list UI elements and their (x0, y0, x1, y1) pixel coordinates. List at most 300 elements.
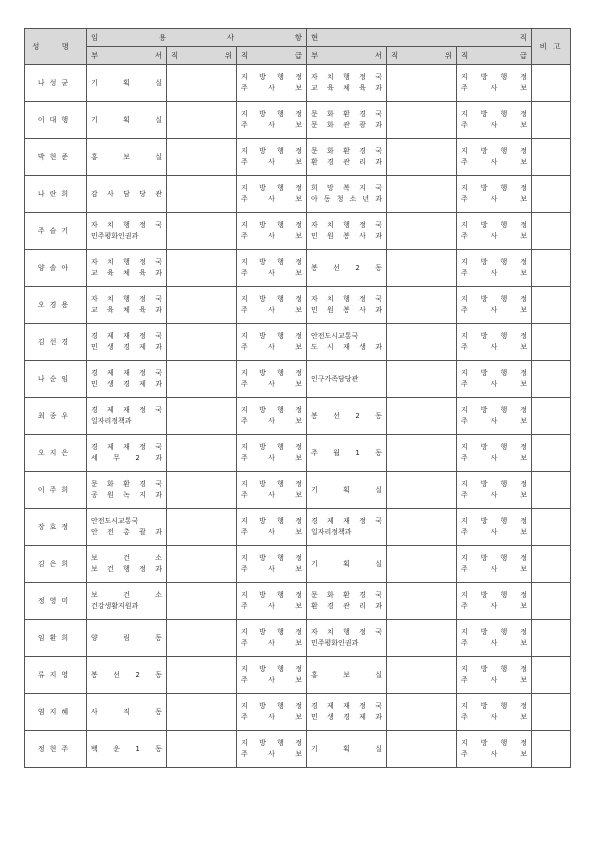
current-position-cell (387, 102, 457, 139)
current-dept-line: 민 원 봉 사 과 (311, 232, 382, 240)
appointment-grade-cell (237, 65, 307, 102)
current-grade-line: 지 방 행 정 (461, 258, 527, 266)
appointment-dept-line: 교 육 체 육 과 (91, 269, 162, 277)
current-dept-line: 문 화 환 경 국 (311, 110, 382, 118)
appointment-position-cell (167, 213, 237, 250)
current-grade-line: 지 방 행 정 (461, 332, 527, 340)
table-row (25, 213, 571, 250)
current-dept-cell (307, 583, 387, 620)
current-grade-line: 주 사 보 (461, 602, 527, 610)
appointment-grade-cell (237, 583, 307, 620)
table-row (25, 176, 571, 213)
appointment-dept-line: 경 제 재 정 국 (91, 332, 162, 340)
appointment-grade-cell (237, 546, 307, 583)
current-position-cell (387, 176, 457, 213)
current-position-cell (387, 287, 457, 324)
appointment-grade-line: 지 방 행 정 (241, 702, 302, 710)
current-grade-line: 지 방 행 정 (461, 73, 527, 81)
current-dept-line: 문 화 관 광 과 (311, 121, 382, 129)
current-grade-cell (457, 65, 532, 102)
person-name: 나란희 (25, 176, 87, 213)
person-name: 양솔아 (25, 250, 87, 287)
table-row (25, 546, 571, 583)
appointment-dept-cell (87, 435, 167, 472)
current-dept-line: 봉 선 2 동 (311, 411, 382, 420)
appointment-position-cell (167, 694, 237, 731)
note-cell (532, 361, 571, 398)
current-grade-line: 지 방 행 정 (461, 295, 527, 303)
person-name: 주슬기 (25, 213, 87, 250)
appointment-dept-line: 보 건 소 (91, 554, 162, 562)
current-dept-cell (307, 65, 387, 102)
note-cell (532, 65, 571, 102)
current-grade-line: 지 방 행 정 (461, 702, 527, 710)
current-grade-line: 주 사 보 (461, 269, 527, 277)
current-grade-line: 지 방 행 정 (461, 406, 527, 414)
current-position-cell (387, 324, 457, 361)
appointment-grade-line: 주 사 보 (241, 380, 302, 388)
table-row (25, 731, 571, 768)
appointment-grade-line: 지 방 행 정 (241, 221, 302, 229)
appointment-dept-cell (87, 250, 167, 287)
current-dept-line: 자 치 행 정 국 (311, 295, 382, 303)
current-dept-cell (307, 139, 387, 176)
header-cur-position: 직 위 (387, 47, 457, 65)
appointment-grade-line: 주 사 보 (241, 343, 302, 351)
person-name: 이대행 (25, 102, 87, 139)
appointment-grade-cell (237, 731, 307, 768)
appointment-dept-line: 문 화 환 경 국 (91, 480, 162, 488)
current-dept-line: 기 획 실 (311, 559, 382, 568)
appointment-dept-cell (87, 731, 167, 768)
table-row (25, 620, 571, 657)
current-grade-line: 주 사 보 (461, 343, 527, 351)
appointment-position-cell (167, 65, 237, 102)
appointment-dept-line: 세 무 2 과 (91, 454, 162, 462)
current-grade-line: 주 사 보 (461, 713, 527, 721)
note-cell (532, 176, 571, 213)
person-name: 오지은 (25, 435, 87, 472)
current-grade-line: 주 사 보 (461, 84, 527, 92)
current-dept-cell (307, 620, 387, 657)
note-cell (532, 583, 571, 620)
appointment-dept-line: 교 육 체 육 과 (91, 306, 162, 314)
current-grade-line: 지 방 행 정 (461, 517, 527, 525)
current-position-cell (387, 546, 457, 583)
appointment-grade-line: 주 사 보 (241, 713, 302, 721)
current-grade-line: 지 방 행 정 (461, 591, 527, 599)
current-grade-line: 주 사 보 (461, 417, 527, 425)
appointment-grade-line: 주 사 보 (241, 232, 302, 240)
current-grade-cell (457, 176, 532, 213)
table-row (25, 472, 571, 509)
appointment-dept-cell (87, 620, 167, 657)
person-name: 박현준 (25, 139, 87, 176)
current-position-cell (387, 361, 457, 398)
current-grade-line: 지 방 행 정 (461, 221, 527, 229)
appointment-grade-line: 지 방 행 정 (241, 665, 302, 673)
table-row (25, 65, 571, 102)
person-name: 정현주 (25, 731, 87, 768)
appointment-grade-line: 지 방 행 정 (241, 184, 302, 192)
current-dept-line: 자 치 행 정 국 (311, 628, 382, 636)
appointment-position-cell (167, 731, 237, 768)
appointment-grade-cell (237, 102, 307, 139)
note-cell (532, 657, 571, 694)
appointment-dept-cell (87, 287, 167, 324)
current-grade-cell (457, 102, 532, 139)
personnel-table (24, 28, 571, 768)
person-name: 류지영 (25, 657, 87, 694)
appointment-dept-line: 홍 보 실 (91, 152, 162, 161)
appointment-dept-cell (87, 213, 167, 250)
current-position-cell (387, 250, 457, 287)
note-cell (532, 139, 571, 176)
appointment-dept-line: 민주평화인권과 (91, 232, 139, 240)
appointment-grade-cell (237, 324, 307, 361)
current-dept-cell (307, 361, 387, 398)
current-grade-cell (457, 361, 532, 398)
current-grade-cell (457, 287, 532, 324)
appointment-position-cell (167, 620, 237, 657)
current-dept-cell (307, 213, 387, 250)
person-name: 김선경 (25, 324, 87, 361)
appointment-dept-cell (87, 139, 167, 176)
appointment-grade-line: 주 사 보 (241, 639, 302, 647)
header-cur-dept: 부 서 (307, 47, 387, 65)
appointment-dept-line: 민 생 경 제 과 (91, 343, 162, 351)
current-position-cell (387, 694, 457, 731)
current-dept-line: 일자리정책과 (311, 528, 352, 536)
appointment-dept-line: 민 생 경 제 과 (91, 380, 162, 388)
appointment-grade-line: 주 사 보 (241, 269, 302, 277)
current-grade-line: 주 사 보 (461, 528, 527, 536)
current-grade-line: 주 사 보 (461, 380, 527, 388)
table-row (25, 657, 571, 694)
table-body (25, 65, 571, 768)
appointment-position-cell (167, 546, 237, 583)
appointment-dept-line: 양 림 동 (91, 633, 162, 642)
appointment-dept-line: 건강생활지원과 (91, 602, 139, 610)
appointment-position-cell (167, 583, 237, 620)
appointment-grade-line: 지 방 행 정 (241, 73, 302, 81)
current-dept-cell (307, 176, 387, 213)
current-grade-line: 지 방 행 정 (461, 443, 527, 451)
person-name: 김은희 (25, 546, 87, 583)
current-dept-line: 자 치 행 정 국 (311, 221, 382, 229)
current-dept-line: 민 원 봉 사 과 (311, 306, 382, 314)
appointment-dept-cell (87, 176, 167, 213)
current-dept-line: 봉 선 2 동 (311, 263, 382, 272)
current-dept-line: 경 제 재 정 국 (311, 702, 382, 710)
appointment-dept-line: 자 치 행 정 국 (91, 295, 162, 303)
current-grade-cell (457, 509, 532, 546)
appointment-dept-cell (87, 361, 167, 398)
note-cell (532, 472, 571, 509)
current-dept-line: 주 월 1 동 (311, 448, 382, 457)
current-dept-line: 인구가족담당관 (311, 374, 359, 383)
appointment-dept-cell (87, 398, 167, 435)
appointment-position-cell (167, 657, 237, 694)
note-cell (532, 398, 571, 435)
appointment-position-cell (167, 139, 237, 176)
appointment-dept-line: 백 운 1 동 (91, 744, 162, 753)
current-dept-line: 문 화 환 경 국 (311, 591, 382, 599)
appointment-grade-line: 주 사 보 (241, 417, 302, 425)
current-dept-cell (307, 694, 387, 731)
note-cell (532, 102, 571, 139)
current-grade-line: 주 사 보 (461, 195, 527, 203)
person-name: 장효정 (25, 509, 87, 546)
appointment-grade-line: 주 사 보 (241, 491, 302, 499)
current-grade-cell (457, 435, 532, 472)
current-dept-cell (307, 250, 387, 287)
appointment-dept-line: 기 획 실 (91, 115, 162, 124)
table-row (25, 287, 571, 324)
table-row (25, 361, 571, 398)
current-grade-cell (457, 250, 532, 287)
current-grade-line: 주 사 보 (461, 232, 527, 240)
person-name: 이주희 (25, 472, 87, 509)
current-dept-line: 민 생 경 제 과 (311, 713, 382, 721)
appointment-grade-line: 주 사 보 (241, 306, 302, 314)
appointment-dept-line: 기 획 실 (91, 78, 162, 87)
appointment-grade-line: 주 사 보 (241, 195, 302, 203)
appointment-dept-cell (87, 657, 167, 694)
current-grade-line: 지 방 행 정 (461, 628, 527, 636)
appointment-dept-line: 감 사 담 당 관 (91, 189, 162, 198)
current-dept-cell (307, 657, 387, 694)
table-row (25, 250, 571, 287)
current-position-cell (387, 472, 457, 509)
table-row (25, 324, 571, 361)
current-grade-line: 주 사 보 (461, 158, 527, 166)
appointment-position-cell (167, 509, 237, 546)
table-row (25, 583, 571, 620)
appointment-position-cell (167, 102, 237, 139)
current-grade-cell (457, 731, 532, 768)
current-grade-line: 주 사 보 (461, 491, 527, 499)
appointment-dept-line: 보 건 행 정 과 (91, 565, 162, 573)
appointment-dept-cell (87, 102, 167, 139)
current-grade-line: 지 방 행 정 (461, 369, 527, 377)
current-grade-line: 주 사 보 (461, 121, 527, 129)
appointment-dept-line: 경 제 재 정 국 (91, 443, 162, 451)
current-grade-line: 주 사 보 (461, 750, 527, 758)
appointment-grade-cell (237, 694, 307, 731)
appointment-grade-line: 지 방 행 정 (241, 110, 302, 118)
current-dept-line: 기 획 실 (311, 485, 382, 494)
note-cell (532, 324, 571, 361)
appointment-dept-cell (87, 65, 167, 102)
table-row (25, 509, 571, 546)
current-grade-line: 지 방 행 정 (461, 110, 527, 118)
appointment-position-cell (167, 435, 237, 472)
current-dept-line: 도 시 재 생 과 (311, 343, 382, 351)
person-name: 최종우 (25, 398, 87, 435)
note-cell (532, 731, 571, 768)
appointment-dept-cell (87, 546, 167, 583)
appointment-grade-cell (237, 509, 307, 546)
current-grade-cell (457, 620, 532, 657)
appointment-position-cell (167, 361, 237, 398)
note-cell (532, 620, 571, 657)
note-cell (532, 694, 571, 731)
appointment-grade-line: 주 사 보 (241, 121, 302, 129)
current-position-cell (387, 657, 457, 694)
appointment-grade-line: 주 사 보 (241, 676, 302, 684)
person-name: 임환희 (25, 620, 87, 657)
note-cell (532, 546, 571, 583)
current-dept-line: 민주평화인권과 (311, 639, 359, 647)
appointment-grade-cell (237, 657, 307, 694)
appointment-grade-cell (237, 250, 307, 287)
current-dept-cell (307, 435, 387, 472)
current-grade-line: 주 사 보 (461, 639, 527, 647)
current-grade-line: 주 사 보 (461, 676, 527, 684)
appointment-dept-cell (87, 472, 167, 509)
current-dept-line: 환 경 관 리 과 (311, 158, 382, 166)
appointment-dept-line: 경 제 재 정 국 (91, 406, 162, 414)
current-position-cell (387, 65, 457, 102)
current-dept-cell (307, 398, 387, 435)
appointment-grade-line: 지 방 행 정 (241, 739, 302, 747)
current-grade-cell (457, 324, 532, 361)
current-dept-cell (307, 731, 387, 768)
current-position-cell (387, 620, 457, 657)
appointment-dept-line: 안전도시교통국 (91, 517, 139, 525)
appointment-dept-line: 자 치 행 정 국 (91, 221, 162, 229)
appointment-grade-line: 주 사 보 (241, 565, 302, 573)
appointment-dept-line: 자 치 행 정 국 (91, 258, 162, 266)
current-dept-line: 안전도시교통국 (311, 332, 359, 340)
note-cell (532, 213, 571, 250)
current-dept-line: 아 동 청 소 년 과 (311, 195, 382, 203)
header-appt-grade: 직 급 (237, 47, 307, 65)
appointment-grade-line: 지 방 행 정 (241, 332, 302, 340)
appointment-dept-cell (87, 583, 167, 620)
appointment-grade-cell (237, 213, 307, 250)
current-dept-line: 홍 보 실 (311, 670, 382, 679)
appointment-position-cell (167, 287, 237, 324)
current-grade-line: 지 방 행 정 (461, 480, 527, 488)
current-grade-cell (457, 546, 532, 583)
appointment-dept-line: 일자리정책과 (91, 417, 132, 425)
appointment-grade-cell (237, 139, 307, 176)
appointment-grade-line: 지 방 행 정 (241, 295, 302, 303)
current-grade-cell (457, 472, 532, 509)
appointment-grade-line: 지 방 행 정 (241, 591, 302, 599)
appointment-position-cell (167, 250, 237, 287)
table-row (25, 694, 571, 731)
current-grade-line: 주 사 보 (461, 454, 527, 462)
current-dept-cell (307, 324, 387, 361)
current-dept-line: 경 제 재 정 국 (311, 517, 382, 525)
person-name: 나순임 (25, 361, 87, 398)
appointment-grade-line: 주 사 보 (241, 750, 302, 758)
current-grade-line: 지 방 행 정 (461, 554, 527, 562)
note-cell (532, 435, 571, 472)
person-name: 나성균 (25, 65, 87, 102)
appointment-grade-line: 지 방 행 정 (241, 443, 302, 451)
header-appt-dept: 부 서 (87, 47, 167, 65)
current-position-cell (387, 398, 457, 435)
table-row (25, 139, 571, 176)
appointment-grade-cell (237, 176, 307, 213)
appointment-grade-cell (237, 361, 307, 398)
note-cell (532, 287, 571, 324)
appointment-position-cell (167, 398, 237, 435)
current-grade-cell (457, 657, 532, 694)
appointment-dept-cell (87, 509, 167, 546)
appointment-grade-line: 지 방 행 정 (241, 480, 302, 488)
current-position-cell (387, 583, 457, 620)
appointment-grade-cell (237, 472, 307, 509)
current-dept-line: 희 망 복 지 국 (311, 184, 382, 192)
current-grade-cell (457, 694, 532, 731)
current-dept-line: 기 획 실 (311, 744, 382, 753)
current-grade-line: 지 방 행 정 (461, 665, 527, 673)
current-position-cell (387, 731, 457, 768)
appointment-grade-cell (237, 620, 307, 657)
appointment-grade-line: 지 방 행 정 (241, 147, 302, 155)
person-name: 정영미 (25, 583, 87, 620)
current-dept-cell (307, 102, 387, 139)
appointment-dept-line: 보 건 소 (91, 591, 162, 599)
appointment-dept-cell (87, 694, 167, 731)
note-cell (532, 250, 571, 287)
table-row (25, 435, 571, 472)
current-dept-line: 자 치 행 정 국 (311, 73, 382, 81)
appointment-grade-line: 지 방 행 정 (241, 554, 302, 562)
appointment-dept-line: 사 직 동 (91, 707, 162, 716)
appointment-grade-line: 지 방 행 정 (241, 258, 302, 266)
current-position-cell (387, 509, 457, 546)
current-grade-cell (457, 213, 532, 250)
header-cur-grade: 직 급 (457, 47, 532, 65)
header-name: 성 명 (25, 29, 87, 65)
table-header (25, 29, 571, 65)
appointment-dept-line: 경 제 재 정 국 (91, 369, 162, 377)
appointment-dept-line: 봉 선 2 동 (91, 670, 162, 679)
appointment-position-cell (167, 176, 237, 213)
appointment-grade-cell (237, 398, 307, 435)
appointment-grade-line: 지 방 행 정 (241, 628, 302, 636)
appointment-grade-line: 지 방 행 정 (241, 369, 302, 377)
person-name: 오경용 (25, 287, 87, 324)
current-dept-cell (307, 287, 387, 324)
header-note: 비 고 (532, 29, 571, 65)
appointment-position-cell (167, 472, 237, 509)
appointment-grade-line: 지 방 행 정 (241, 517, 302, 525)
appointment-dept-line: 공 원 녹 지 과 (91, 491, 162, 499)
header-current: 현 직 (307, 29, 532, 47)
current-grade-cell (457, 139, 532, 176)
appointment-grade-line: 주 사 보 (241, 84, 302, 92)
current-grade-line: 지 방 행 정 (461, 184, 527, 192)
appointment-dept-line: 안 전 총 괄 과 (91, 528, 162, 536)
current-grade-line: 지 방 행 정 (461, 147, 527, 155)
appointment-grade-line: 지 방 행 정 (241, 406, 302, 414)
current-dept-cell (307, 546, 387, 583)
person-name: 염지혜 (25, 694, 87, 731)
appointment-grade-line: 주 사 보 (241, 528, 302, 536)
current-dept-line: 교 육 체 육 과 (311, 84, 382, 92)
note-cell (532, 509, 571, 546)
current-dept-cell (307, 472, 387, 509)
header-appointment: 임 용 사 항 (87, 29, 307, 47)
appointment-dept-cell (87, 324, 167, 361)
